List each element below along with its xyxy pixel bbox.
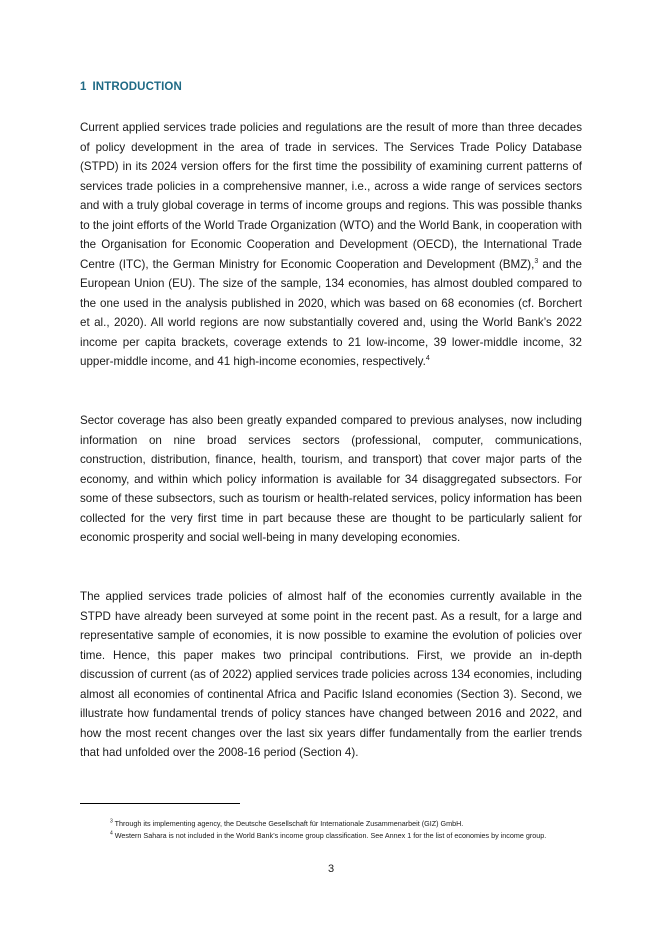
paragraph-2-text: Sector coverage has also been greatly expanded compared to previous analyses, now including information on nine broad services sectors (professional, computer, communications, construction, distribution, finance, health, tourism, and transport) that cover major parts of the economy, and within which policy information is available for 34 disaggregated subsectors. For some of these subsectors, such as tourism or health-related services, policy information has been collected for the very first time in part because these are thought to be particularly salient for economic prosperity and social well-being in many developing economies. xyxy=(80,414,582,544)
paragraph-3 xyxy=(80,587,582,763)
page-number: 3 xyxy=(327,863,335,875)
paragraph-2 xyxy=(80,411,582,548)
footnote-text: Western Sahara is not included in the World Bank’s income group classification. See Annex 1 for the list of economies by income group. xyxy=(112,830,547,840)
section-title: INTRODUCTION xyxy=(92,81,182,93)
paragraph-1-text-b: and the European Union (EU). The size of the sample, 134 economies, has almost doubled compared to the one used in the analysis published in 2020, which was based on 68 economies (cf. Borchert et al., 2020). All world regions are now substantially covered and, using the World Bank’s 2022 income per capita brackets, coverage extends to 21 low-income, 39 lower-middle income, 32 upper-middle income, and 41 high-income economies, respectively. xyxy=(80,257,582,368)
section-heading xyxy=(80,81,182,93)
footnotes xyxy=(80,818,582,841)
footnote-mark: 3 xyxy=(110,818,113,825)
paragraph-1 xyxy=(80,118,582,372)
paragraph-1-text-a: Current applied services trade policies and regulations are the result of more than three decades of policy development in the area of trade in services. The Services Trade Policy Database (STPD) in its 2024 version offers for the first time the possibility of examining current patterns of services trade policies in a comprehensive manner, i.e., across a wide range of services sectors and with a truly global coverage in terms of income groups and regions. This was possible thanks to the joint efforts of the World Trade Organization (WTO) and the World Bank, in cooperation with the Organisation for Economic Cooperation and Development (OECD), the International Trade Centre (ITC), the German Ministry for Economic Cooperation and Development (BMZ), xyxy=(80,121,582,271)
footnote-3 xyxy=(80,818,582,830)
footnote-mark: 4 xyxy=(110,830,113,837)
section-number: 1 xyxy=(80,81,87,93)
footnote-ref-4[interactable]: 4 xyxy=(425,355,430,363)
footnote-ref-3[interactable]: 3 xyxy=(534,257,539,265)
footnote-separator xyxy=(80,803,240,804)
paragraph-3-text: The applied services trade policies of almost half of the economies currently available in the STPD have already been surveyed at some point in the recent past. As a result, for a large and representative sample of economies, it is now possible to examine the evolution of policies over time. Hence, this paper makes two principal contributions. First, we provide an in-depth discussion of current (as of 2022) applied services trade policies across 134 economies, including almost all economies of continental Africa and Pacific Island economies (Section 3). Second, we illustrate how fundamental trends of policy stances have changed between 2016 and 2022, and how the most recent changes over the last six years differ fundamentally from the earlier trends that had unfolded over the 2008-16 period (Section 4). xyxy=(80,590,582,759)
footnote-4 xyxy=(80,830,582,842)
footnote-text: Through its implementing agency, the Deutsche Gesellschaft für Internationale Zusammenarbeit (GIZ) GmbH. xyxy=(112,819,464,828)
